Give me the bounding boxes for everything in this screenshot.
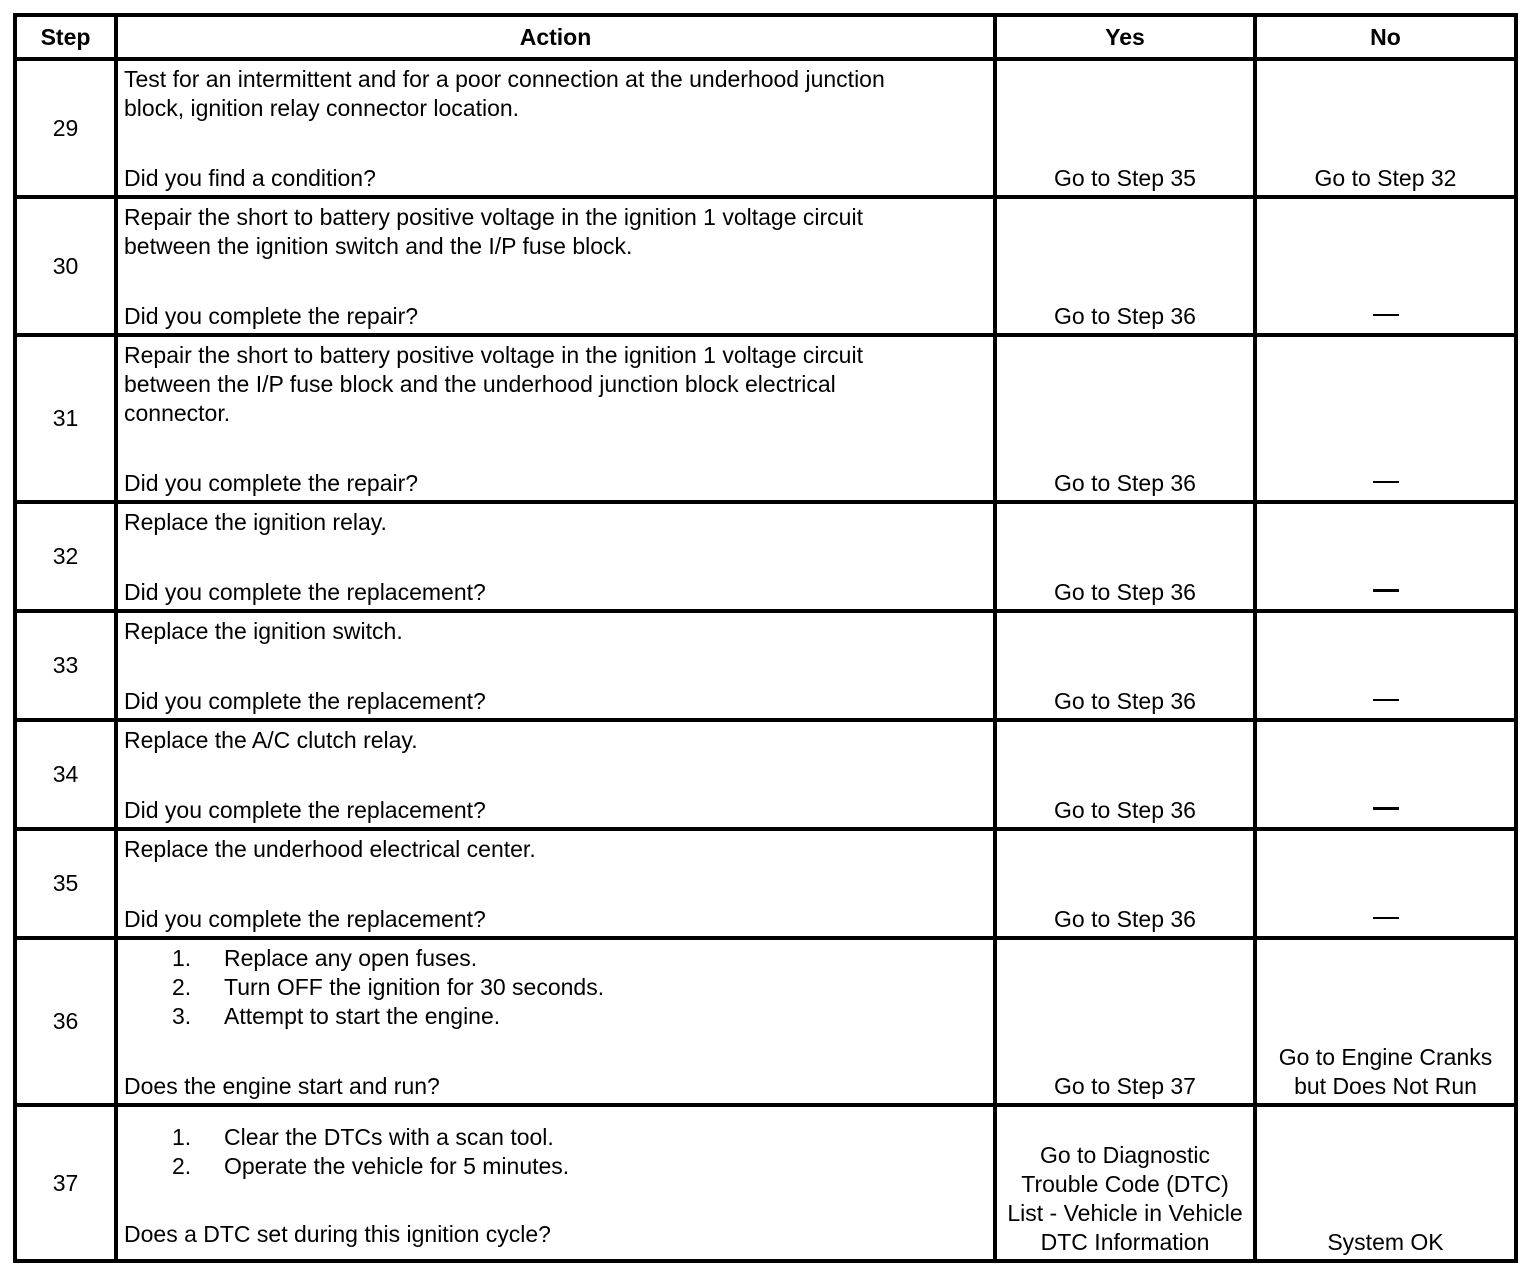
action-question: Does a DTC set during this ignition cycle? bbox=[124, 1221, 551, 1247]
no-cell bbox=[1255, 611, 1516, 720]
step-number: 31 bbox=[15, 335, 116, 502]
action-text: Test for an intermittent and for a poor connection at the underhood junction block, ignition relay connector location. bbox=[124, 66, 885, 121]
action-cell bbox=[116, 1105, 995, 1261]
header-action: Action bbox=[116, 15, 995, 59]
substep-text: Attempt to start the engine. bbox=[224, 1003, 501, 1029]
no-dash bbox=[1373, 589, 1399, 592]
no-dash bbox=[1373, 699, 1399, 701]
action-question: Did you complete the replacement? bbox=[124, 797, 486, 823]
substep-number: 3. bbox=[172, 1003, 192, 1029]
no-cell bbox=[1255, 197, 1516, 335]
table-row bbox=[15, 611, 1516, 720]
header-row bbox=[15, 15, 1516, 59]
substep-text: Replace any open fuses. bbox=[224, 945, 478, 971]
action-text: Repair the short to battery positive voltage in the ignition 1 voltage circuit between the ignition switch and the I/P fuse block. bbox=[124, 204, 863, 259]
header-no: No bbox=[1255, 15, 1516, 59]
step-number: 33 bbox=[15, 611, 116, 720]
no-dash bbox=[1373, 314, 1399, 316]
no-cell: Go to Step 32 bbox=[1255, 59, 1516, 197]
substep-number: 1. bbox=[172, 945, 192, 971]
action-cell bbox=[116, 502, 995, 611]
action-text: Replace the ignition relay. bbox=[124, 509, 387, 535]
step-number: 36 bbox=[15, 938, 116, 1105]
yes-cell: Go to Step 36 bbox=[995, 611, 1255, 720]
diagnostic-table bbox=[13, 13, 1518, 1263]
action-question: Does the engine start and run? bbox=[124, 1073, 440, 1099]
no-dash bbox=[1373, 807, 1399, 810]
no-cell: Go to Engine Cranks but Does Not Run bbox=[1255, 938, 1516, 1105]
table-row bbox=[15, 335, 1516, 502]
header-yes: Yes bbox=[995, 15, 1255, 59]
table-row bbox=[15, 1105, 1516, 1261]
action-text: Replace the underhood electrical center. bbox=[124, 836, 536, 862]
action-question: Did you find a condition? bbox=[124, 165, 376, 191]
header-step: Step bbox=[15, 15, 116, 59]
no-cell bbox=[1255, 335, 1516, 502]
substep-list bbox=[124, 944, 987, 1031]
action-cell bbox=[116, 59, 995, 197]
action-question: Did you complete the repair? bbox=[124, 303, 419, 329]
substep-number: 2. bbox=[172, 974, 192, 1000]
substep-text: Operate the vehicle for 5 minutes. bbox=[224, 1153, 570, 1179]
step-number: 35 bbox=[15, 829, 116, 938]
no-cell bbox=[1255, 829, 1516, 938]
action-cell bbox=[116, 829, 995, 938]
action-question: Did you complete the repair? bbox=[124, 470, 419, 496]
substep-list bbox=[124, 1123, 987, 1181]
table-row bbox=[15, 720, 1516, 829]
step-number: 34 bbox=[15, 720, 116, 829]
substep-item bbox=[172, 1002, 987, 1031]
substep-text: Clear the DTCs with a scan tool. bbox=[224, 1124, 554, 1150]
action-cell bbox=[116, 720, 995, 829]
no-cell: System OK bbox=[1255, 1105, 1516, 1261]
table-row bbox=[15, 197, 1516, 335]
action-question: Did you complete the replacement? bbox=[124, 579, 486, 605]
yes-cell: Go to Step 36 bbox=[995, 335, 1255, 502]
step-number: 32 bbox=[15, 502, 116, 611]
action-cell bbox=[116, 197, 995, 335]
action-cell bbox=[116, 335, 995, 502]
no-dash bbox=[1373, 481, 1399, 483]
action-cell bbox=[116, 611, 995, 720]
step-number: 29 bbox=[15, 59, 116, 197]
yes-cell: Go to Step 35 bbox=[995, 59, 1255, 197]
substep-text: Turn OFF the ignition for 30 seconds. bbox=[224, 974, 605, 1000]
no-dash bbox=[1373, 917, 1399, 919]
table-row bbox=[15, 502, 1516, 611]
substep-item bbox=[172, 973, 987, 1002]
step-number: 30 bbox=[15, 197, 116, 335]
yes-cell: Go to Diagnostic Trouble Code (DTC) List - Vehicle in Vehicle DTC Information bbox=[995, 1105, 1255, 1261]
table-row bbox=[15, 59, 1516, 197]
action-text: Replace the A/C clutch relay. bbox=[124, 727, 418, 753]
yes-cell: Go to Step 37 bbox=[995, 938, 1255, 1105]
substep-item bbox=[172, 944, 987, 973]
action-cell bbox=[116, 938, 995, 1105]
substep-item bbox=[172, 1152, 987, 1181]
substep-number: 1. bbox=[172, 1124, 192, 1150]
action-question: Did you complete the replacement? bbox=[124, 688, 486, 714]
yes-cell: Go to Step 36 bbox=[995, 197, 1255, 335]
no-cell bbox=[1255, 502, 1516, 611]
table-row bbox=[15, 938, 1516, 1105]
substep-number: 2. bbox=[172, 1153, 192, 1179]
yes-cell: Go to Step 36 bbox=[995, 829, 1255, 938]
action-text: Replace the ignition switch. bbox=[124, 618, 403, 644]
yes-cell: Go to Step 36 bbox=[995, 502, 1255, 611]
action-question: Did you complete the replacement? bbox=[124, 906, 486, 932]
substep-item bbox=[172, 1123, 987, 1152]
no-cell bbox=[1255, 720, 1516, 829]
table-row bbox=[15, 829, 1516, 938]
action-text: Repair the short to battery positive voltage in the ignition 1 voltage circuit between the I/P fuse block and the underhood junction block electrical connector. bbox=[124, 342, 863, 426]
step-number: 37 bbox=[15, 1105, 116, 1261]
yes-cell: Go to Step 36 bbox=[995, 720, 1255, 829]
